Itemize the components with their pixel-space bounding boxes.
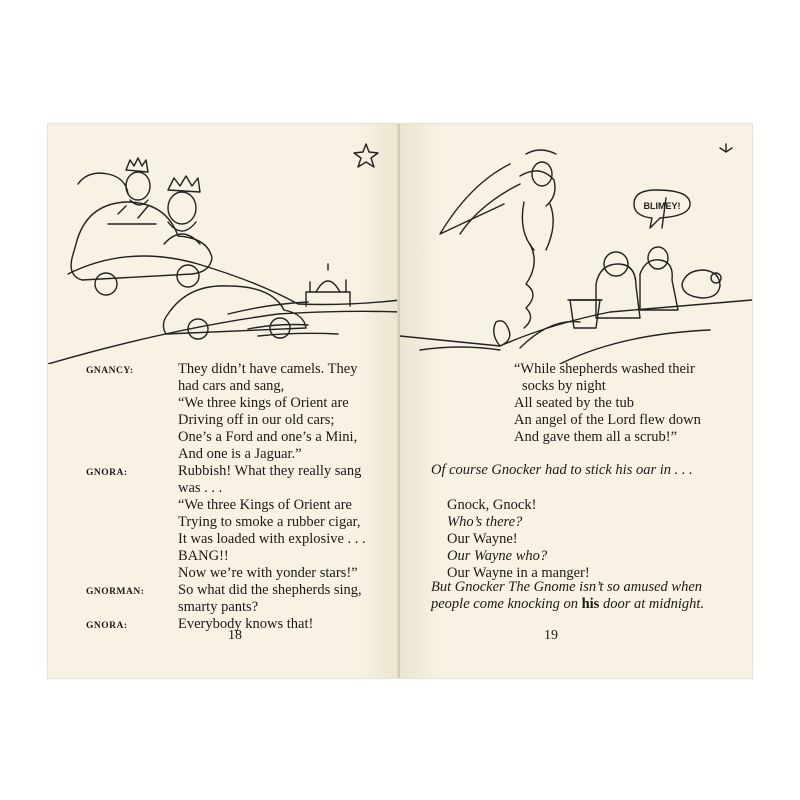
dialogue-line: They didn’t have camels. They xyxy=(178,361,358,377)
dialogue-line: It was loaded with explosive . . . xyxy=(178,531,366,547)
dialogue-entry xyxy=(86,582,396,616)
dialogue-block xyxy=(86,361,396,633)
dialogue-line: smarty pants? xyxy=(178,599,259,615)
joke-line: Our Wayne! xyxy=(447,531,518,547)
speaker-label: GNORA: xyxy=(86,468,128,478)
closing-line-1: But Gnocker The Gnome isn’t so amused when xyxy=(431,579,703,595)
joke-line: Gnock, Gnock! xyxy=(447,497,537,513)
dialogue-entry xyxy=(86,463,396,582)
closing-text-after: door at midnight. xyxy=(599,596,705,612)
speaker-label: GNORMAN: xyxy=(86,587,145,597)
page-number: 19 xyxy=(544,628,558,643)
angel-and-shepherds-illustration xyxy=(400,124,752,364)
dialogue-line: Trying to smoke a rubber cigar, xyxy=(178,514,361,530)
dialogue-line: So what did the shepherds sing, xyxy=(178,582,362,598)
closing-bold-word: his xyxy=(581,596,600,612)
dialogue-line: One’s a Ford and one’s a Mini, xyxy=(178,429,358,445)
dialogue-line: “We three Kings of Orient are xyxy=(178,497,352,513)
right-page xyxy=(400,124,752,678)
speech-bubble-text: BLIMEY! xyxy=(643,201,681,211)
speaker-label: GNORA: xyxy=(86,621,128,631)
joke-line: Our Wayne in a manger! xyxy=(447,565,590,581)
dialogue-line: had cars and sang, xyxy=(178,378,285,394)
song-line: An angel of the Lord flew down xyxy=(514,412,701,428)
song-line: All seated by the tub xyxy=(514,395,635,411)
dialogue-line: Everybody knows that! xyxy=(178,616,314,632)
song-line: “While shepherds washed their xyxy=(514,361,695,377)
dialogue-line: Driving off in our old cars; xyxy=(178,412,335,428)
dialogue-line: “We three kings of Orient are xyxy=(178,395,349,411)
song-line: And gave them all a scrub!” xyxy=(514,429,678,445)
dialogue-line: Rubbish! What they really sang xyxy=(178,463,362,479)
knock-knock-joke xyxy=(447,497,590,582)
narration-line: Of course Gnocker had to stick his oar in . . . xyxy=(431,462,693,478)
left-page xyxy=(48,124,400,678)
page-number: 18 xyxy=(228,628,242,643)
joke-line: Our Wayne who? xyxy=(447,548,548,564)
dialogue-line: BANG!! xyxy=(178,548,229,564)
dialogue-line: was . . . xyxy=(178,480,223,496)
closing-line-2 xyxy=(431,596,731,613)
song-line: socks by night xyxy=(522,378,606,394)
speaker-label: GNANCY: xyxy=(86,366,134,376)
book-spread xyxy=(48,124,752,678)
dialogue-line: And one is a Jaguar.” xyxy=(178,446,302,462)
kings-in-cars-illustration xyxy=(48,124,400,364)
closing-paragraph xyxy=(431,579,731,613)
dialogue-line: Now we’re with yonder stars!” xyxy=(178,565,358,581)
joke-line: Who’s there? xyxy=(447,514,523,530)
closing-text-before: people come knocking on xyxy=(431,596,582,612)
song-verse xyxy=(514,361,701,446)
dialogue-entry xyxy=(86,361,396,463)
